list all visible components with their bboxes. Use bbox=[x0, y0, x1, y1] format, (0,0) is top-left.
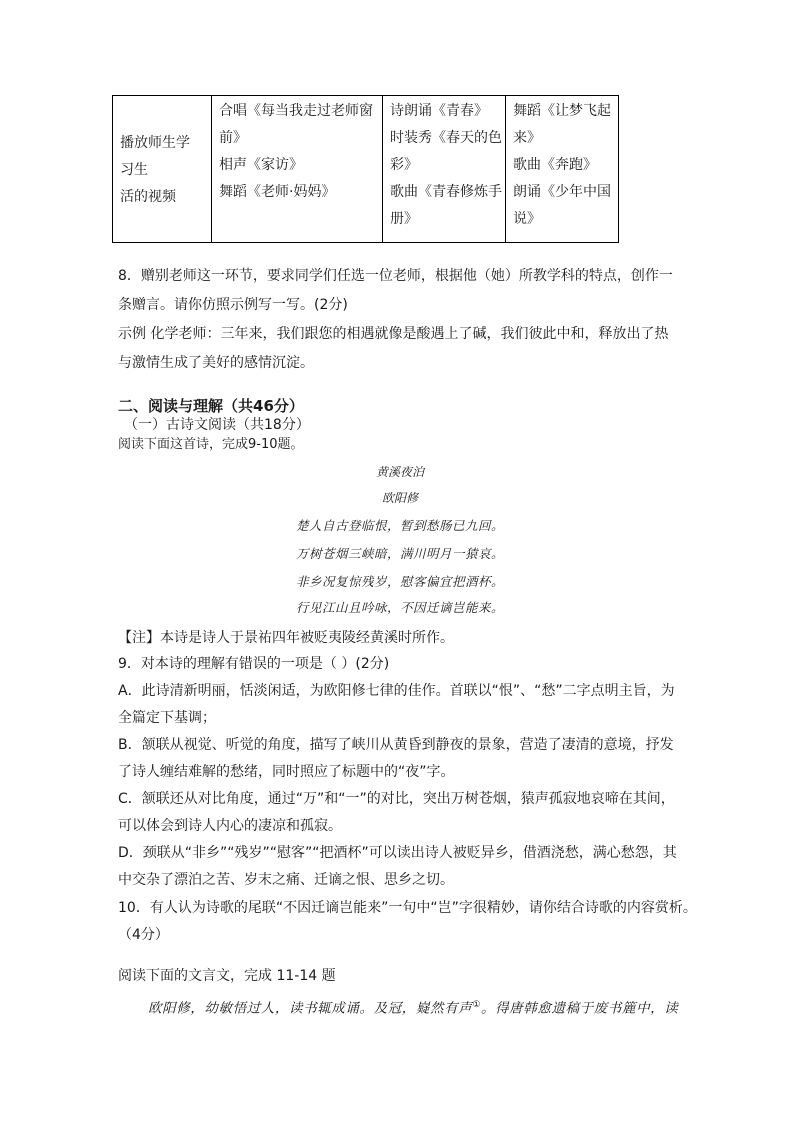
program-table bbox=[112, 95, 619, 243]
question-8 bbox=[118, 262, 684, 378]
table-cell-program-2 bbox=[383, 96, 506, 243]
instruction-text: 阅读下面的文言文，完成 11-14 题 bbox=[118, 968, 336, 984]
option-b: B．颔联从视觉、听觉的角度，描写了峡川从黄昏到静夜的景象，营造了凄清的意境，抒发 bbox=[118, 737, 674, 753]
cell-text: 说》 bbox=[513, 211, 541, 227]
question-line: 条赠言。请你仿照示例写一写。(2分) bbox=[118, 297, 348, 313]
cell-text: 播放师生学 bbox=[120, 134, 190, 151]
table-cell-video bbox=[113, 96, 212, 243]
option-b: 了诗人缠结难解的愁绪，同时照应了标题中的“夜”字。 bbox=[118, 764, 455, 780]
poem-instruction: 阅读下面这首诗，完成9-10题。 bbox=[118, 437, 304, 452]
question-line: 9．对本诗的理解有错误的一项是（ ）(2分) bbox=[118, 656, 390, 672]
question-10 bbox=[118, 895, 697, 949]
cell-text: 歌曲《奔跑》 bbox=[513, 157, 597, 173]
table-cell-program-1 bbox=[212, 96, 383, 243]
poem-title: 黄溪夜泊 bbox=[375, 465, 424, 479]
option-d: 中交杂了漂泊之苦、岁末之痛、迁谪之恨、思乡之切。 bbox=[118, 872, 454, 888]
question-line: 8．赠别老师这一环节，要求同学们任选一位老师，根据他（她）所教学科的特点，创作一 bbox=[118, 268, 673, 284]
option-c: C．颔联还从对比角度，通过“万”和“一”的对比，突出万树苍烟，猿声孤寂地哀啼在其间， bbox=[118, 791, 675, 807]
classical-passage bbox=[148, 996, 678, 1018]
passage-text: 。得唐韩愈遗稿于废书簏中，读 bbox=[480, 1000, 679, 1017]
cell-text: 前》 bbox=[219, 130, 247, 146]
poem-line: 万树苍烟三峡暗，满川明月一猿哀。 bbox=[295, 546, 504, 561]
cell-text: 舞蹈《让梦飞起 bbox=[513, 103, 611, 119]
classical-instruction bbox=[118, 962, 684, 990]
poem-line: 非乡况复惊残岁，慰客偏宜把酒杯。 bbox=[295, 574, 504, 589]
sub-heading: （一）古诗文阅读（共18分） bbox=[124, 417, 310, 433]
cell-text: 歌曲《青春修炼手 bbox=[390, 184, 502, 200]
passage-text: 欧阳修，幼敏悟过人，读书辄成诵。及冠，嶷然有声 bbox=[148, 1000, 473, 1017]
cell-text: 来》 bbox=[513, 130, 541, 146]
table-cell-program-3 bbox=[506, 96, 619, 243]
poem-line: 行见江山且吟咏，不因迁谪岂能来。 bbox=[295, 600, 504, 615]
example-line: 与激情生成了美好的感情沉淀。 bbox=[118, 355, 314, 371]
example-line: 示例 化学老师：三年来，我们跟您的相遇就像是酸遇上了碱，我们彼此中和，释放出了热 bbox=[118, 326, 669, 342]
cell-text: 时装秀《春天的色 bbox=[390, 130, 502, 146]
cell-text: 舞蹈《老师·妈妈》 bbox=[219, 184, 336, 200]
poem-note bbox=[118, 624, 684, 652]
question-9 bbox=[118, 651, 684, 894]
question-line: （4分） bbox=[118, 927, 169, 943]
question-line: 10．有人认为诗歌的尾联“不因迁谪岂能来”一句中“岂”字很精妙，请你结合诗歌的内容赏析。 bbox=[118, 900, 697, 916]
cell-text: 合唱《每当我走过老师窗 bbox=[219, 103, 373, 119]
cell-text: 活的视频 bbox=[120, 188, 176, 205]
cell-text: 册》 bbox=[390, 211, 418, 227]
footnote-mark: ① bbox=[472, 1000, 481, 1010]
table-row bbox=[113, 96, 619, 243]
cell-text: 相声《家访》 bbox=[219, 157, 303, 173]
section-heading: 二、阅读与理解（共46分） bbox=[118, 397, 304, 415]
poem-line: 楚人自古登临恨，暂到愁肠已九回。 bbox=[295, 518, 504, 533]
option-c: 可以体会到诗人内心的凄凉和孤寂。 bbox=[118, 818, 342, 834]
cell-text: 诗朗诵《青春》 bbox=[390, 103, 488, 119]
option-d: D．颈联从“非乡”“残岁”“慰客”“把酒杯”可以读出诗人被贬异乡，借酒浇愁，满心愁怨，其 bbox=[118, 845, 677, 861]
option-a: A．此诗清新明丽，恬淡闲适，为欧阳修七律的佳作。首联以“恨”、“愁”二字点明主旨，为 bbox=[118, 683, 675, 699]
option-a: 全篇定下基调； bbox=[118, 710, 216, 726]
cell-text: 彩》 bbox=[390, 157, 418, 173]
poem-author: 欧阳修 bbox=[381, 491, 418, 505]
cell-text: 习生 bbox=[120, 161, 148, 178]
note-text: 【注】本诗是诗人于景祐四年被贬夷陵经黄溪时所作。 bbox=[118, 630, 454, 646]
cell-text: 朗诵《少年中国 bbox=[513, 184, 611, 200]
